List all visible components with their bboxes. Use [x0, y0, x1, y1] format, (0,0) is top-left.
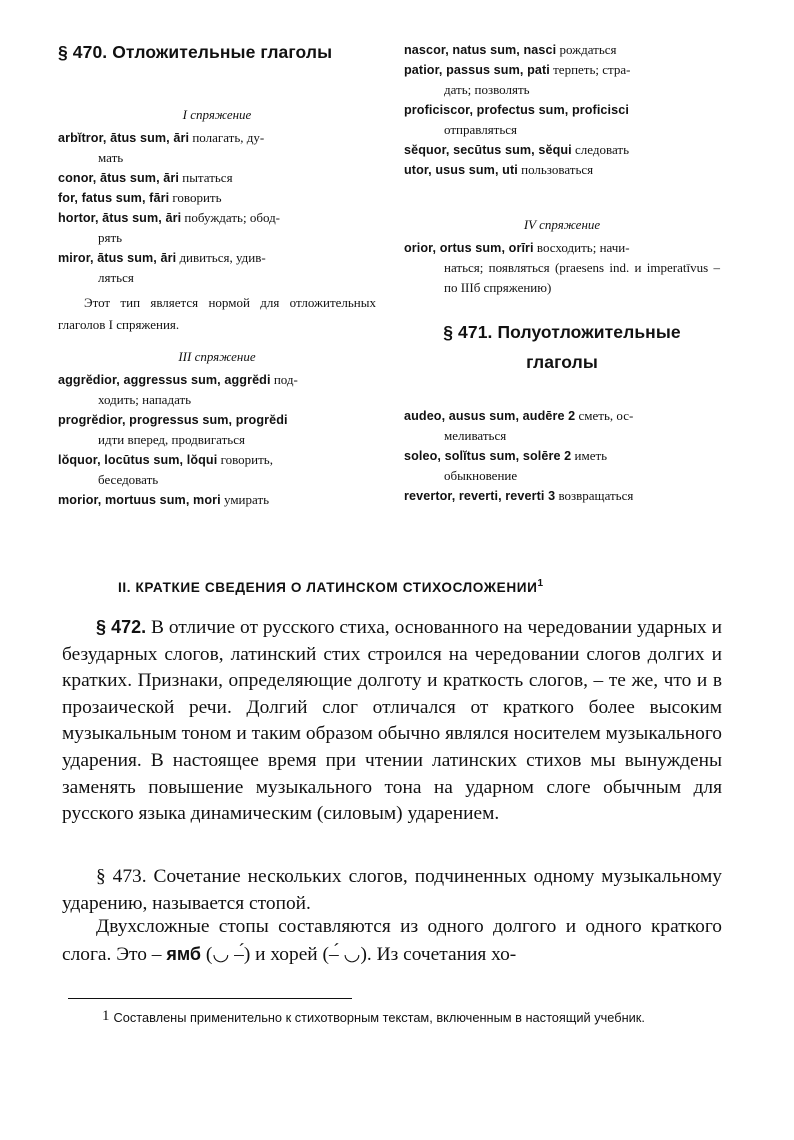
footnote-number: 1 [102, 1008, 110, 1024]
verb-entry: proficiscor, profectus sum, proficisci отправляться [404, 103, 629, 137]
verb-entry: for, fatus sum, fāri говорить [58, 190, 222, 205]
feet-paragraph: Двухсложные стопы составляются из одного долгого и одного краткого слога. Это – ямб (◡ –́) и хорей (–́ ◡). Из сочетания хо- [62, 916, 722, 965]
verb-entry: miror, ātus sum, āri дивиться, удив- ляться [58, 250, 266, 285]
verb-entry: progrĕdior, progressus sum, progrĕdi идти вперед, продвигаться [58, 413, 288, 447]
verb-entry: aggrĕdior, aggressus sum, aggrĕdi под- ходить; нападать [58, 372, 298, 407]
verb-entry: hortor, ātus sum, āri побуждать; обод- рять [58, 210, 281, 245]
footnote-marker: 1 [537, 578, 544, 589]
verb-entry: soleo, solĭtus sum, solēre 2 иметь обыкновение [404, 448, 608, 483]
verb-entry: arbĭtror, ātus sum, āri полагать, ду- мать [58, 130, 265, 165]
conjugation-4-heading: IV спряжение [523, 217, 601, 232]
semi-deponent-list [404, 406, 720, 506]
section-471-title-line-1: § 471. Полуотложительные [443, 322, 681, 342]
conjugation-3-list [58, 370, 376, 510]
conjugation-3-heading: III спряжение [178, 349, 256, 364]
section-472-number: § 472. [96, 617, 147, 637]
verb-entry: utor, usus sum, uti пользоваться [404, 162, 594, 177]
verb-entry: audeo, ausus sum, audēre 2 сметь, ос- меливаться [404, 408, 634, 443]
conjugation-4-list [404, 238, 720, 298]
conjugation-3-list-continued [404, 40, 720, 180]
iamb-scheme: (◡ –́) [201, 943, 256, 965]
verb-entry: morior, mortuus sum, mori умирать [58, 492, 270, 507]
footnote: 1 Составлены применительно к стихотворным текстам, включенным в настоящий учебник. [102, 1008, 645, 1025]
section-472-paragraph: § 472. В отличие от русского стиха, основанного на чередовании ударных и безударных слогов, латинский стих строился на чередовании слогов долгих и кратких. Признаки, определяющие долготу и краткость слогов, – те же, что и в прозаической речи. Долгий слог отличался от краткого более высоким музыкальным тоном и таким образом обычно являлся носителем музыкального ударения. В настоящее время при чтении латинских стихов мы вынуждены заменять повышение музыкального тона на ударном слоге обычным для русского языка динамическим (силовым) ударением. [62, 617, 722, 825]
conjugation-1-heading: I спряжение [182, 107, 252, 122]
verb-entry: conor, ātus sum, āri пытаться [58, 170, 233, 185]
section-473-paragraph: § 473. Сочетание нескольких слогов, подчиненных одному музыкальному ударению, называется стопой. [62, 866, 722, 914]
verb-entry: nascor, natus sum, nasci рождаться [404, 42, 617, 57]
verb-entry: orior, ortus sum, orīri восходить; начи- наться; появляться (praesens ind. и imperatīvus – по IIIб спряжению) [404, 240, 720, 295]
part-2-title: II. КРАТКИЕ СВЕДЕНИЯ О ЛАТИНСКОМ СТИХОСЛОЖЕНИИ$^1$ [118, 578, 544, 595]
verb-entry: revertor, reverti, reverti 3 возвращаться [404, 488, 634, 503]
left-column [58, 40, 376, 510]
section-470-title: § 470. Отложительные глаголы [58, 42, 333, 62]
conjugation-1-note: Этот тип является нормой для отложительных глаголов I спряжения. [58, 295, 376, 332]
section-473-number: § 473. [96, 866, 147, 887]
iamb-term: ямб [166, 943, 202, 964]
section-471-title-line-2: глаголы [526, 352, 598, 372]
verb-entry: sĕquor, secūtus sum, sĕqui следовать [404, 142, 630, 157]
conjugation-1-list [58, 128, 376, 288]
footnote-divider [68, 998, 352, 999]
verb-entry: lŏquor, locūtus sum, lŏqui говорить, беседовать [58, 452, 273, 487]
right-column [404, 40, 720, 506]
verb-entry: patior, passus sum, pati терпеть; стра- дать; позволять [404, 62, 631, 97]
